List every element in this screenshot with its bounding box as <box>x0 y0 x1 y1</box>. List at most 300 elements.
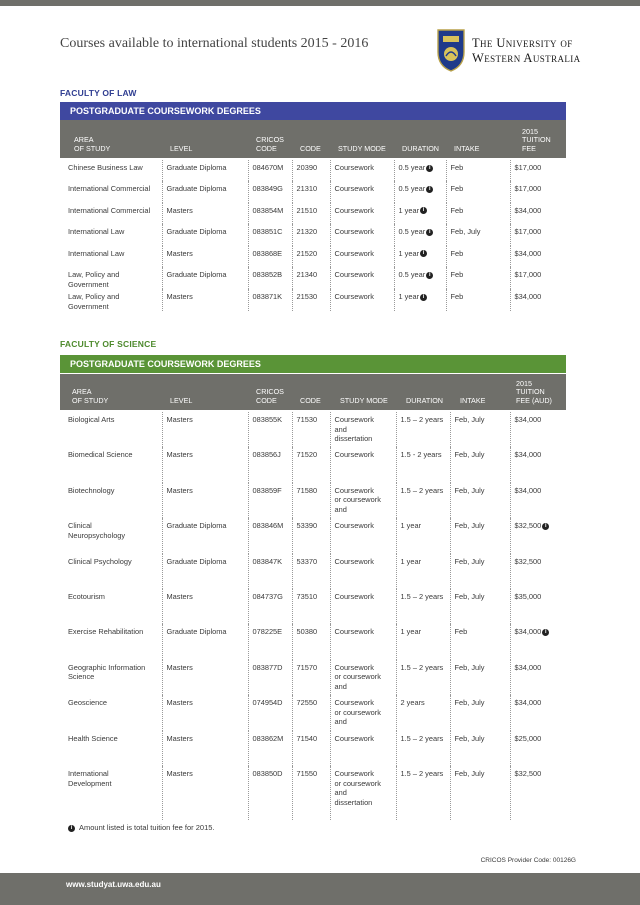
law-cell-mode <box>330 203 394 224</box>
law-area-text: International Law <box>68 248 125 258</box>
science-table-row <box>64 624 566 659</box>
science-code-text: 71540 <box>296 733 318 743</box>
law-header-cricos: CRICOS CODE <box>256 135 284 153</box>
science-cell-intake <box>450 660 510 695</box>
science-cell-area <box>64 766 162 820</box>
law-cell-intake <box>446 246 510 267</box>
science-table-row <box>64 412 566 447</box>
law-cell-fee <box>510 203 566 224</box>
science-code-text: 72550 <box>296 698 318 708</box>
law-cell-duration <box>394 289 446 311</box>
cricos-provider-code: CRICOS Provider Code: 00126G <box>480 857 576 864</box>
law-code-text: 21520 <box>296 248 318 258</box>
law-intake-text: Feb <box>450 248 464 258</box>
science-cell-level <box>162 412 248 447</box>
law-cell-area <box>64 246 162 267</box>
science-header-area: AREA OF STUDY <box>72 387 109 405</box>
law-fee-text: $34,000 <box>514 248 542 258</box>
law-area-text: Law, Policy and Government <box>68 269 120 289</box>
science-cell-level <box>162 766 248 820</box>
science-cricos-text: 083850D <box>252 768 283 778</box>
science-header-fee: 2015 TUITION FEE (AUD) <box>516 378 552 405</box>
science-cell-area <box>64 554 162 589</box>
science-cell-code <box>292 412 330 447</box>
law-cell-mode <box>330 160 394 181</box>
science-cell-intake <box>450 483 510 518</box>
law-cell-mode <box>330 181 394 202</box>
law-header-mode: STUDY MODE <box>338 143 386 153</box>
science-cell-code <box>292 766 330 820</box>
law-header-intake: INTAKE <box>454 143 480 153</box>
science-cricos-text: 083855K <box>252 415 283 424</box>
law-section-bar: POSTGRADUATE COURSEWORK DEGREES <box>60 102 566 120</box>
science-intake-text: Feb, July <box>454 450 485 460</box>
science-cell-cricos <box>248 766 292 820</box>
science-cell-fee <box>510 589 566 624</box>
science-cricos-text: 084737G <box>252 591 283 601</box>
law-cell-intake <box>446 289 510 311</box>
info-icon: i <box>542 523 549 530</box>
science-cell-area <box>64 624 162 659</box>
science-header-cricos: CRICOS CODE <box>256 387 284 405</box>
law-cell-fee <box>510 289 566 311</box>
law-cell-code <box>292 160 330 181</box>
science-fee-text: $32,500 <box>514 768 542 778</box>
law-fee-text: $34,000 <box>514 292 542 302</box>
science-cell-cricos <box>248 695 292 730</box>
law-cell-fee <box>510 181 566 202</box>
science-cell-code <box>292 695 330 730</box>
law-cell-duration <box>394 224 446 245</box>
science-intake-text: Feb, July <box>454 485 485 495</box>
science-mode-text: Coursework <box>334 627 374 637</box>
law-code-text: 21340 <box>296 269 318 279</box>
science-cell-intake <box>450 695 510 730</box>
science-cell-mode <box>330 554 396 589</box>
law-cricos-text: 084670M <box>252 163 284 172</box>
science-intake-text: Feb, July <box>454 733 485 743</box>
law-cell-area <box>64 203 162 224</box>
science-area-text: Biological Arts <box>68 415 115 424</box>
science-cricos-text: 083877D <box>252 662 283 672</box>
law-table-row <box>64 203 566 224</box>
science-fee-text: $34,000 <box>514 662 542 672</box>
law-table-row <box>64 224 566 245</box>
science-cell-mode <box>330 624 396 659</box>
law-cell-code <box>292 224 330 245</box>
law-header-area: AREA OF STUDY <box>74 135 111 153</box>
science-mode-text: Coursework or coursework and dissertation <box>334 768 381 807</box>
science-area-text: Geoscience <box>68 698 108 708</box>
law-header-fee: 2015 TUITION FEE <box>522 126 551 153</box>
science-area-text: Exercise Rehabilitation <box>68 627 144 637</box>
law-mode-text: Coursework <box>334 205 374 215</box>
science-area-text: Clinical Psychology <box>68 556 132 566</box>
science-code-text: 71530 <box>296 415 318 424</box>
science-code-text: 71570 <box>296 662 318 672</box>
university-logo <box>436 28 616 74</box>
science-cell-intake <box>450 624 510 659</box>
science-cell-code <box>292 554 330 589</box>
science-area-text: Biomedical Science <box>68 450 133 460</box>
info-icon: i <box>420 294 427 301</box>
science-cell-level <box>162 695 248 730</box>
science-code-text: 71520 <box>296 450 318 460</box>
science-cell-fee <box>510 518 566 553</box>
law-cell-level <box>162 160 248 181</box>
info-icon: i <box>420 207 427 214</box>
science-cell-area <box>64 518 162 553</box>
info-icon: i <box>426 186 433 193</box>
law-cell-fee <box>510 246 566 267</box>
law-cell-area <box>64 224 162 245</box>
science-cell-code <box>292 589 330 624</box>
info-icon: i <box>426 165 433 172</box>
law-mode-text: Coursework <box>334 184 374 194</box>
science-duration-text: 1 year <box>400 627 422 637</box>
science-cricos-text: 078225E <box>252 627 283 637</box>
science-faculty-heading: FACULTY OF SCIENCE <box>60 339 157 349</box>
science-cell-area <box>64 589 162 624</box>
law-cell-level <box>162 267 248 289</box>
science-code-text: 53370 <box>296 556 318 566</box>
science-cricos-text: 083847K <box>252 556 283 566</box>
science-cell-duration <box>396 695 450 730</box>
science-area-text: Clinical Neuropsychology <box>68 521 126 540</box>
law-area-text: International Commercial <box>68 184 151 194</box>
law-duration-text: 0.5 year <box>398 269 426 279</box>
science-duration-text: 1 year <box>400 521 422 531</box>
science-cell-fee <box>510 447 566 482</box>
law-mode-text: Coursework <box>334 227 374 237</box>
science-fee-text: $32,500 <box>514 521 542 531</box>
science-cricos-text: 083859F <box>252 485 282 495</box>
law-area-text: Chinese Business Law <box>68 163 143 172</box>
law-cell-intake <box>446 267 510 289</box>
university-name-line1: The University of <box>472 36 573 50</box>
science-fee-text: $35,000 <box>514 591 542 601</box>
law-courses-table <box>64 160 566 311</box>
law-cricos-text: 083851C <box>252 227 283 237</box>
law-cell-fee <box>510 160 566 181</box>
science-cell-mode <box>330 660 396 695</box>
science-level-text: Masters <box>166 485 193 495</box>
science-area-text: Geographic Information Science <box>68 662 146 682</box>
science-cell-level <box>162 518 248 553</box>
law-table-row <box>64 289 566 311</box>
law-cell-duration <box>394 160 446 181</box>
law-intake-text: Feb <box>450 163 464 172</box>
law-cricos-text: 083854M <box>252 205 284 215</box>
science-cell-duration <box>396 447 450 482</box>
crest-icon <box>436 28 466 72</box>
science-fee-text: $34,000 <box>514 698 542 708</box>
science-cell-duration <box>396 589 450 624</box>
law-duration-text: 1 year <box>398 205 420 215</box>
science-intake-text: Feb, July <box>454 556 485 566</box>
science-cell-cricos <box>248 624 292 659</box>
science-cricos-text: 083862M <box>252 733 284 743</box>
law-cricos-text: 083849G <box>252 184 283 194</box>
law-header-level: LEVEL <box>170 143 193 153</box>
law-cell-cricos <box>248 267 292 289</box>
science-level-text: Masters <box>166 698 193 708</box>
science-cell-intake <box>450 554 510 589</box>
science-header-intake: INTAKE <box>460 395 486 405</box>
law-level-text: Graduate Diploma <box>166 227 227 237</box>
info-icon: i <box>420 250 427 257</box>
law-cell-cricos <box>248 203 292 224</box>
law-fee-text: $17,000 <box>514 163 542 172</box>
law-intake-text: Feb <box>450 269 464 279</box>
science-header-code: CODE <box>300 395 321 405</box>
law-cell-intake <box>446 203 510 224</box>
science-cell-intake <box>450 518 510 553</box>
science-level-text: Graduate Diploma <box>166 627 227 637</box>
science-cell-duration <box>396 766 450 820</box>
science-mode-text: Coursework <box>334 733 374 743</box>
science-header-level: LEVEL <box>170 395 193 405</box>
law-faculty-heading: FACULTY OF LAW <box>60 88 137 98</box>
science-cell-level <box>162 589 248 624</box>
law-intake-text: Feb, July <box>450 227 481 237</box>
science-cricos-text: 074954D <box>252 698 283 708</box>
law-cell-code <box>292 246 330 267</box>
law-cell-fee <box>510 267 566 289</box>
science-cell-area <box>64 731 162 766</box>
science-fee-text: $25,000 <box>514 733 542 743</box>
law-code-text: 21510 <box>296 205 318 215</box>
law-cell-level <box>162 181 248 202</box>
law-cell-level <box>162 289 248 311</box>
science-cell-code <box>292 624 330 659</box>
law-duration-text: 0.5 year <box>398 227 426 237</box>
law-cell-area <box>64 160 162 181</box>
law-cell-area <box>64 181 162 202</box>
law-cell-area <box>64 267 162 289</box>
law-mode-text: Coursework <box>334 269 374 279</box>
science-cell-fee <box>510 695 566 730</box>
science-duration-text: 1 year <box>400 556 422 566</box>
footnote <box>68 823 215 832</box>
science-code-text: 71550 <box>296 768 318 778</box>
bottom-bar <box>0 873 640 905</box>
science-cell-fee <box>510 554 566 589</box>
law-cricos-text: 083871K <box>252 292 283 302</box>
science-cell-area <box>64 447 162 482</box>
science-intake-text: Feb, July <box>454 662 485 672</box>
science-cell-duration <box>396 731 450 766</box>
science-cell-mode <box>330 518 396 553</box>
science-area-text: Biotechnology <box>68 485 115 495</box>
science-mode-text: Coursework <box>334 450 374 460</box>
science-cell-code <box>292 518 330 553</box>
science-cell-level <box>162 554 248 589</box>
science-level-text: Masters <box>166 733 193 743</box>
science-cell-cricos <box>248 412 292 447</box>
law-table-row <box>64 160 566 181</box>
university-name <box>472 36 581 66</box>
science-cell-mode <box>330 447 396 482</box>
law-intake-text: Feb <box>450 205 464 215</box>
science-level-text: Masters <box>166 415 193 424</box>
law-cell-area <box>64 289 162 311</box>
science-cell-fee <box>510 766 566 820</box>
science-cell-cricos <box>248 589 292 624</box>
science-mode-text: Coursework or coursework and <box>334 662 381 691</box>
science-table-row <box>64 731 566 766</box>
science-cell-mode <box>330 483 396 518</box>
document-title: Courses available to international students 2015 - 2016 <box>60 36 369 51</box>
science-intake-text: Feb, July <box>454 768 485 778</box>
law-duration-text: 0.5 year <box>398 163 426 172</box>
science-level-text: Masters <box>166 768 193 778</box>
law-cell-fee <box>510 224 566 245</box>
law-cell-mode <box>330 224 394 245</box>
law-cell-code <box>292 289 330 311</box>
science-fee-text: $34,000 <box>514 450 542 460</box>
law-cell-intake <box>446 160 510 181</box>
info-icon: i <box>426 229 433 236</box>
law-cell-duration <box>394 203 446 224</box>
science-cell-code <box>292 660 330 695</box>
science-table-row <box>64 589 566 624</box>
science-cell-level <box>162 447 248 482</box>
science-fee-text: $32,500 <box>514 556 542 566</box>
science-cell-level <box>162 731 248 766</box>
science-cell-area <box>64 412 162 447</box>
science-cell-cricos <box>248 483 292 518</box>
science-fee-text: $34,000 <box>514 627 542 637</box>
science-intake-text: Feb, July <box>454 415 485 424</box>
science-level-text: Masters <box>166 450 193 460</box>
science-cell-duration <box>396 660 450 695</box>
science-cell-duration <box>396 554 450 589</box>
law-cell-cricos <box>248 181 292 202</box>
science-cell-cricos <box>248 731 292 766</box>
info-icon: i <box>68 825 75 832</box>
science-duration-text: 1.5 – 2 years <box>400 415 444 424</box>
law-fee-text: $17,000 <box>514 184 542 194</box>
law-cricos-text: 083868E <box>252 248 283 258</box>
science-cell-mode <box>330 695 396 730</box>
science-table-row <box>64 447 566 482</box>
science-cell-code <box>292 731 330 766</box>
science-mode-text: Coursework <box>334 591 374 601</box>
science-cell-mode <box>330 589 396 624</box>
science-fee-text: $34,000 <box>514 485 542 495</box>
law-code-text: 21310 <box>296 184 318 194</box>
science-cell-area <box>64 695 162 730</box>
science-mode-text: Coursework <box>334 556 374 566</box>
science-area-text: Health Science <box>68 733 118 743</box>
law-level-text: Graduate Diploma <box>166 184 227 194</box>
science-cell-mode <box>330 766 396 820</box>
science-mode-text: Coursework <box>334 521 374 531</box>
law-level-text: Masters <box>166 205 193 215</box>
science-table-row <box>64 483 566 518</box>
science-table-row <box>64 695 566 730</box>
science-code-text: 53390 <box>296 521 318 531</box>
science-table-row <box>64 554 566 589</box>
law-level-text: Graduate Diploma <box>166 269 227 279</box>
law-cell-mode <box>330 267 394 289</box>
science-table-header <box>60 374 566 410</box>
law-level-text: Masters <box>166 248 193 258</box>
law-cell-duration <box>394 246 446 267</box>
law-area-text: International Law <box>68 227 125 237</box>
science-level-text: Graduate Diploma <box>166 556 227 566</box>
science-cell-intake <box>450 589 510 624</box>
science-mode-text: Coursework or coursework and <box>334 485 381 514</box>
science-mode-text: Coursework or coursework and <box>334 698 381 727</box>
law-cell-mode <box>330 246 394 267</box>
law-fee-text: $17,000 <box>514 269 542 279</box>
science-cell-duration <box>396 412 450 447</box>
law-code-text: 20390 <box>296 163 318 172</box>
law-header-duration: DURATION <box>402 143 439 153</box>
science-cell-intake <box>450 412 510 447</box>
law-cell-mode <box>330 289 394 311</box>
science-cell-intake <box>450 766 510 820</box>
law-cell-code <box>292 203 330 224</box>
science-duration-text: 2 years <box>400 698 425 708</box>
top-bar <box>0 0 640 6</box>
science-header-mode: STUDY MODE <box>340 395 388 405</box>
law-area-text: International Commercial <box>68 205 151 215</box>
science-duration-text: 1.5 – 2 years <box>400 733 444 743</box>
science-cell-duration <box>396 518 450 553</box>
science-header-duration: DURATION <box>406 395 443 405</box>
law-intake-text: Feb <box>450 292 464 302</box>
law-duration-text: 1 year <box>398 292 420 302</box>
law-fee-text: $17,000 <box>514 227 542 237</box>
science-cell-area <box>64 660 162 695</box>
law-level-text: Graduate Diploma <box>166 163 227 172</box>
science-cell-duration <box>396 483 450 518</box>
science-table-row <box>64 518 566 553</box>
science-cell-intake <box>450 731 510 766</box>
law-cell-level <box>162 203 248 224</box>
science-cell-cricos <box>248 447 292 482</box>
science-fee-text: $34,000 <box>514 415 542 424</box>
science-table-row <box>64 660 566 695</box>
law-cell-cricos <box>248 246 292 267</box>
science-cricos-text: 083856J <box>252 450 281 460</box>
law-mode-text: Coursework <box>334 292 374 302</box>
science-cell-cricos <box>248 554 292 589</box>
science-level-text: Graduate Diploma <box>166 521 227 531</box>
law-table-row <box>64 181 566 202</box>
law-cell-code <box>292 267 330 289</box>
footnote-text: Amount listed is total tuition fee for 2015. <box>79 823 215 832</box>
law-fee-text: $34,000 <box>514 205 542 215</box>
science-cell-level <box>162 483 248 518</box>
science-level-text: Masters <box>166 662 193 672</box>
science-courses-table <box>64 412 566 820</box>
science-cell-mode <box>330 731 396 766</box>
science-area-text: Ecotourism <box>68 591 105 601</box>
science-duration-text: 1.5 – 2 years <box>400 485 444 495</box>
science-area-text: International Development <box>68 768 112 788</box>
law-area-text: Law, Policy and Government <box>68 292 120 311</box>
science-code-text: 73510 <box>296 591 318 601</box>
law-table-row <box>64 246 566 267</box>
law-duration-text: 1 year <box>398 248 420 258</box>
website-link[interactable]: www.studyat.uwa.edu.au <box>66 880 161 889</box>
law-cell-duration <box>394 181 446 202</box>
law-table-header <box>60 120 566 158</box>
